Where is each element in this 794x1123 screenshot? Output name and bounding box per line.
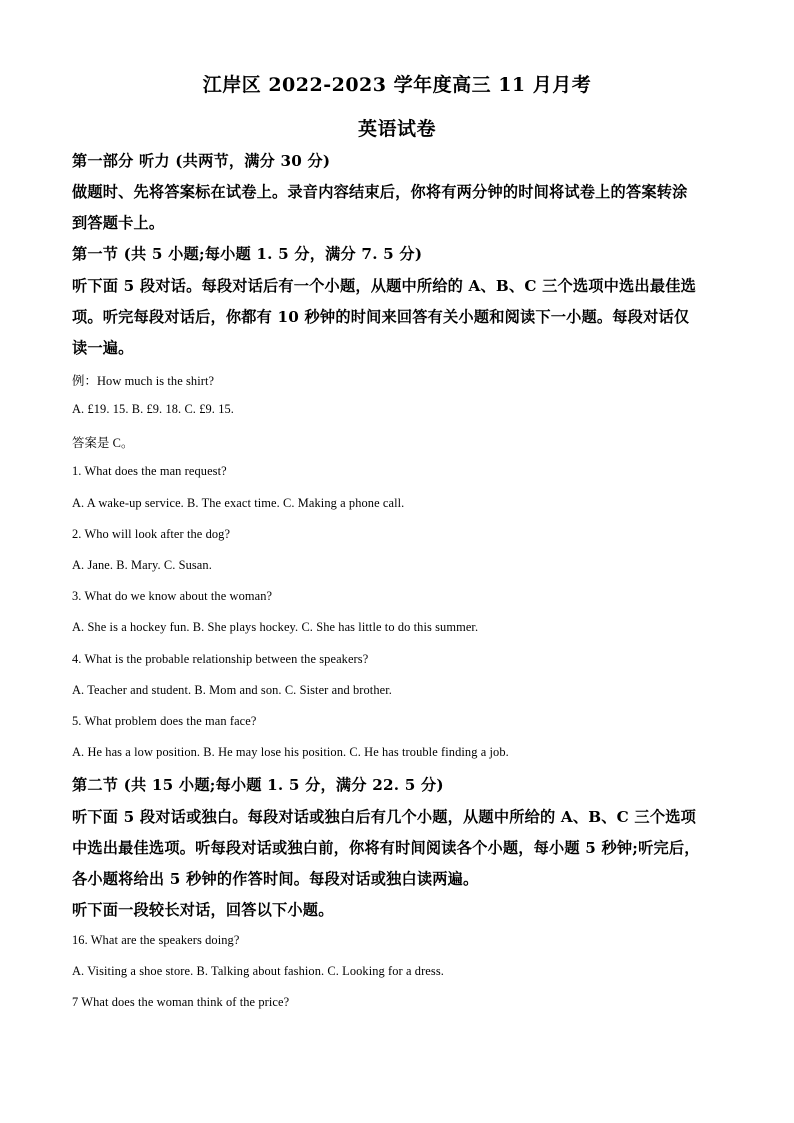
part1-instruction-line: 做题时、先将答案标在试卷上。录音内容结束后，你将有两分钟的时间将试卷上的答案转涂 xyxy=(72,183,688,201)
section1-instruction-line: 读一遍。 xyxy=(72,339,134,357)
section1-instruction-line: 听下面 5 段对话。每段对话后有一个小题，从题中所给的 A、B、C 三个选项中选出最佳选 xyxy=(72,277,696,295)
question-16-options: A. Visiting a shoe store. B. Talking about fashion. C. Looking for a dress. xyxy=(72,964,444,978)
question-5: 5. What problem does the man face? xyxy=(72,714,257,728)
section2-instruction-line: 听下面 5 段对话或独白。每段对话或独白后有几个小题，从题中所给的 A、B、C 三个选项 xyxy=(72,808,696,826)
question-3: 3. What do we know about the woman? xyxy=(72,589,273,603)
question-5-options: A. He has a low position. B. He may lose his position. C. He has trouble finding a job. xyxy=(72,745,509,759)
example-question: 例：How much is the shirt? xyxy=(72,374,215,388)
question-3-options: A. She is a hockey fun. B. She plays hockey. C. She has little to do this summer. xyxy=(72,620,479,634)
question-1-options: A. A wake-up service. B. The exact time. C. Making a phone call. xyxy=(72,496,405,510)
part1-instruction-line: 到答题卡上。 xyxy=(72,214,165,232)
section2-instruction-line: 听下面一段较长对话，回答以下小题。 xyxy=(72,901,334,919)
exam-title: 江岸区 2022-2023 学年度高三 11 月月考 xyxy=(202,74,592,96)
section2-instruction-line: 各小题将给出 5 秒钟的作答时间。每段对话或独白读两遍。 xyxy=(72,870,479,888)
question-1: 1. What does the man request? xyxy=(72,464,227,478)
section1-instruction-line: 项。听完每段对话后，你都有 10 秒钟的时间来回答有关小题和阅读下一小题。每段对话仅 xyxy=(72,308,690,326)
section2-instruction-line: 中选出最佳选项。听每段对话或独白前，你将有时间阅读各个小题，每小题 5 秒钟;听完后， xyxy=(72,839,700,857)
question-2: 2. Who will look after the dog? xyxy=(72,527,231,541)
question-4-options: A. Teacher and student. B. Mom and son. C. Sister and brother. xyxy=(72,683,392,697)
question-4: 4. What is the probable relationship between the speakers? xyxy=(72,652,369,666)
question-17: 7 What does the woman think of the price? xyxy=(72,995,290,1009)
question-16: 16. What are the speakers doing? xyxy=(72,933,240,947)
example-options: A. £19. 15. B. £9. 18. C. £9. 15. xyxy=(72,402,234,416)
question-2-options: A. Jane. B. Mary. C. Susan. xyxy=(72,558,212,572)
exam-subtitle: 英语试卷 xyxy=(357,118,436,140)
part1-heading: 第一部分 听力 (共两节，满分 30 分) xyxy=(72,152,331,170)
section1-heading: 第一节 (共 5 小题;每小题 1. 5 分，满分 7. 5 分) xyxy=(72,245,423,263)
section2-heading: 第二节 (共 15 小题;每小题 1. 5 分，满分 22. 5 分) xyxy=(72,776,444,794)
example-answer: 答案是 C。 xyxy=(72,436,134,450)
